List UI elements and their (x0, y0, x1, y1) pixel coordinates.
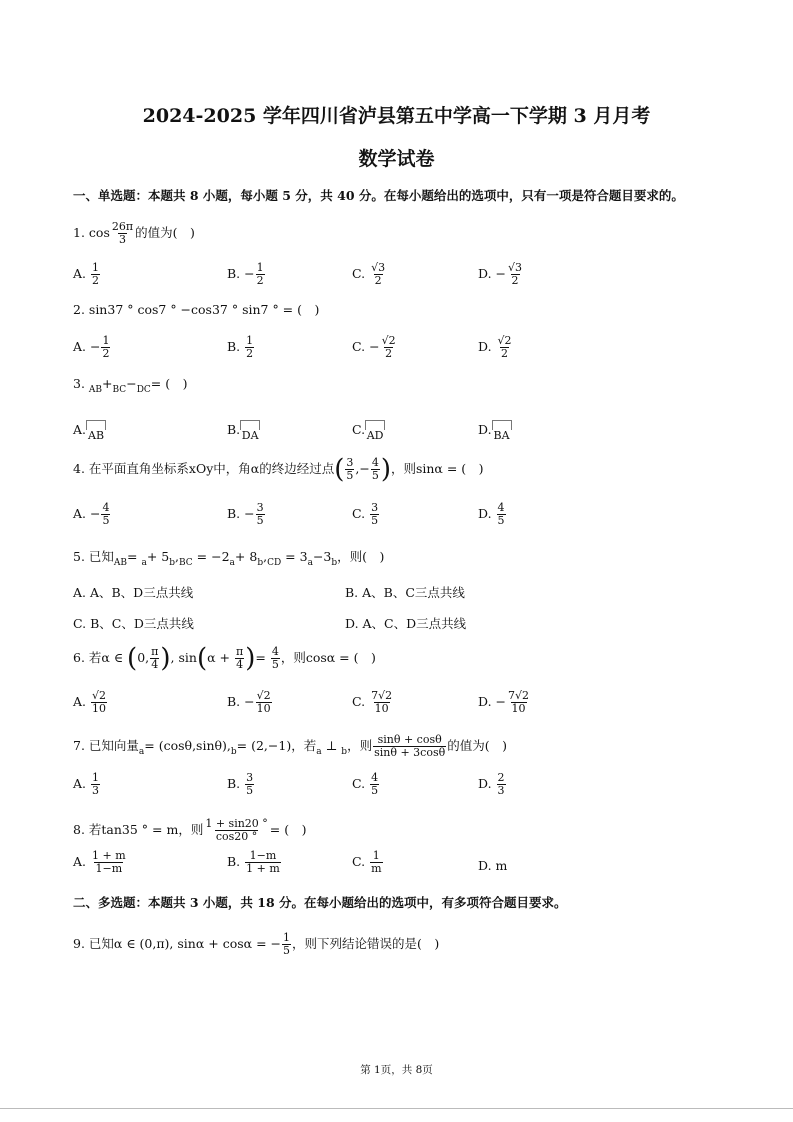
page-divider (0, 1108, 793, 1109)
question-3: 3. $_{AB}+_{BC}-_{DC}=$ ( ) (73, 376, 188, 395)
question-7: 7. 已知向量$_a= (\cos\theta,\sin\theta),_b= (2,-1)$，若$_a$ ⊥ $_b$，则 $\frac{\sin\theta + \cos\theta}{\sin\theta + 3\cos\theta}$ 的值为( ) (73, 733, 507, 759)
page-subtitle: 数学试卷 (358, 148, 435, 170)
q6-option-d[interactable]: D. − $\frac{7√2}{10}$ (478, 689, 530, 715)
question-8: 8. 若tan35 ° = m，则 $\frac{1 + \sin 20 ^\circ}{\cos 20 ^\circ}$ = ( ) (73, 817, 307, 843)
q5-option-c[interactable]: C. B、C、D三点共线 (73, 616, 194, 631)
q4-option-b[interactable]: B. − $\frac{3}{5}$ (227, 501, 264, 527)
question-1: 1. cos $\frac{26\pi}{3}$ 的值为( ) (73, 220, 195, 246)
q2-option-a[interactable]: A. − $\frac{1}{2}$ (73, 334, 110, 360)
q5-option-a[interactable]: A. A、B、D三点共线 (73, 585, 194, 600)
q7-option-b[interactable]: B. $\frac{3}{5}$ (227, 771, 254, 797)
section-single-choice: 一、单选题：本题共 8 小题，每小题 5 分，共 40 分。在每小题给出的选项中，只有一项是符合题目要求的。 (73, 188, 684, 203)
q6-option-a[interactable]: A. $\frac{√2}{10}$ (73, 689, 107, 715)
q7-option-a[interactable]: A. $\frac{1}{3}$ (73, 771, 99, 797)
q7-option-d[interactable]: D. $\frac{2}{3}$ (478, 771, 505, 797)
q1-option-a[interactable]: A. $\frac{1}{2}$ (73, 261, 99, 287)
q7-option-c[interactable]: C. $\frac{4}{5}$ (352, 771, 379, 797)
q1-option-c[interactable]: C. $\frac{√3}{2}$ (352, 261, 386, 287)
section-multiple-choice: 二、多选题：本题共 3 小题，共 18 分。在每小题给出的选项中，有多项符合题目要求。 (73, 895, 567, 910)
q2-option-b[interactable]: B. $\frac{1}{2}$ (227, 334, 254, 360)
q4-option-d[interactable]: D. $\frac{4}{5}$ (478, 501, 505, 527)
q8-option-c[interactable]: C. $\frac{1}{m}$ (352, 849, 382, 875)
q8-option-d[interactable]: D. m (478, 858, 508, 873)
q5-option-d[interactable]: D. A、C、D三点共线 (345, 616, 467, 631)
q8-option-b[interactable]: B. $\frac{1-m}{1 + m}$ (227, 849, 280, 875)
question-4: 4. 在平面直角坐标系xOy中，角α的终边经过点( $\frac{3}{5}$ ,− $\frac{4}{5}$ )，则sinα = ( ) (73, 454, 484, 485)
question-9: 9. 已知α ∈ (0,π), sinα + cosα = − $\frac{1}{5}$ ，则下列结论错误的是( ) (73, 931, 440, 957)
q4-option-c[interactable]: C. $\frac{3}{5}$ (352, 501, 379, 527)
q2-option-d[interactable]: D. $\frac{√2}{2}$ (478, 334, 512, 360)
q3-option-d[interactable]: D. BA (478, 422, 510, 442)
question-2: 2. sin37 ° cos7 ° −cos37 ° sin7 ° = ( ) (73, 302, 320, 317)
page-title: 2024-2025 学年四川省泸县第五中学高一下学期 3 月月考 (142, 105, 651, 127)
q8-option-a[interactable]: A. $\frac{1 + m}{1-m}$ (73, 849, 126, 875)
q2-option-c[interactable]: C. − $\frac{√2}{2}$ (352, 334, 396, 360)
question-5: 5. 已知$_{AB}= _a+ 5_b,_{BC} = -2_a+ 8_b,_{CD} = 3_a-3_b$，则( ) (73, 549, 385, 568)
question-6: 6. 若α ∈ (0, $\frac{\pi}{4}$ ), sin(α + $\frac{\pi}{4}$ )= $\frac{4}{5}$ ，则cosα = ( ) (73, 643, 376, 674)
page-footer: 第 1页，共 8页 (360, 1064, 433, 1076)
q6-option-b[interactable]: B. − $\frac{√2}{10}$ (227, 689, 271, 715)
q3-option-b[interactable]: B. DA (227, 422, 259, 442)
q6-option-c[interactable]: C. $\frac{7√2}{10}$ (352, 689, 393, 715)
q3-option-c[interactable]: C. AD (352, 422, 384, 442)
q3-option-a[interactable]: A. AB (73, 422, 105, 442)
q1-option-b[interactable]: B. − $\frac{1}{2}$ (227, 261, 264, 287)
q5-option-b[interactable]: B. A、B、C三点共线 (345, 585, 465, 600)
q4-option-a[interactable]: A. − $\frac{4}{5}$ (73, 501, 110, 527)
q1-option-d[interactable]: D. − $\frac{√3}{2}$ (478, 261, 523, 287)
